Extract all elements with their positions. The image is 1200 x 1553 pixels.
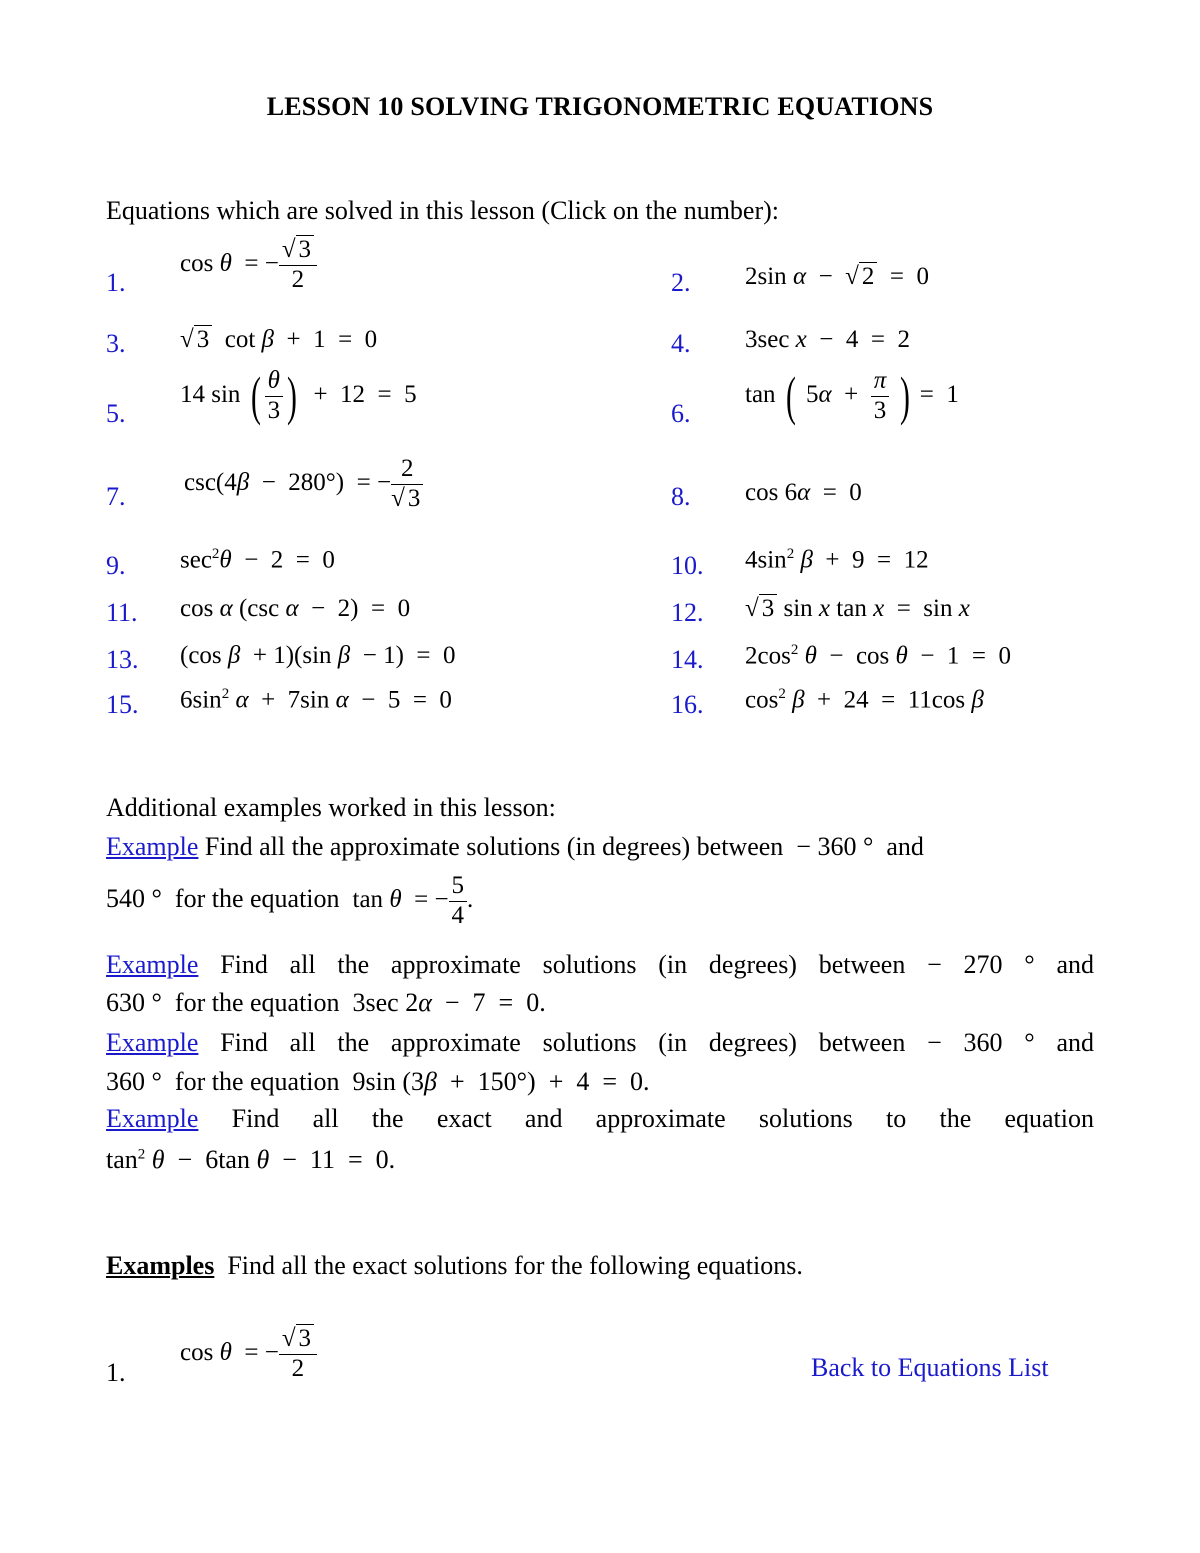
examples-heading: Examples <box>106 1251 215 1280</box>
worked-number: 1. <box>106 1358 126 1387</box>
equation-link-5[interactable]: 5. <box>106 399 126 428</box>
equation-12: √ 3 sin x tan x = sin x <box>745 595 970 622</box>
equation-16: $\cos^2 \beta + 24 = 11\cos$ β <box>745 686 984 714</box>
equation-5: 14 sin ( $\frac{\theta}{3}$ ) + 12 = 5 <box>180 366 417 427</box>
equation-15: $6\sin^2$ α + 7sin α − 5 = 0 <box>180 686 452 714</box>
example-2-for: for the equation <box>174 988 340 1017</box>
example-1-and: and <box>886 832 924 861</box>
example-1-from: − 360 ° <box>796 832 874 861</box>
example-2-from: − 270 ° <box>927 950 1035 979</box>
example-3-line-1 <box>106 1028 1094 1058</box>
example-link-2[interactable]: Example <box>106 950 199 979</box>
example-1-line-2 <box>106 872 473 931</box>
example-2-line-1 <box>106 950 1094 980</box>
equation-9: $\sec^2\theta - 2 = 0$ <box>180 546 335 574</box>
example-3-from: − 360 ° <box>927 1028 1035 1057</box>
example-1-equation: tan θ = − $\frac{5}{4}$ . <box>352 872 474 929</box>
equation-link-9[interactable]: 9. <box>106 551 126 580</box>
example-link-3[interactable]: Example <box>106 1028 199 1057</box>
example-4-line-2 <box>106 1145 395 1175</box>
equation-13: (cos β + 1)(sin β − 1) = 0 <box>180 642 456 669</box>
example-3-text: Find all the approximate solutions (in degrees) between <box>220 1028 906 1057</box>
additional-heading: Additional examples worked in this lesson: <box>106 793 556 822</box>
example-1-text: Find all the approximate solutions (in degrees) between <box>204 832 784 861</box>
example-link-1[interactable]: Example <box>106 832 199 861</box>
equation-2: 2sin α − √ 2 = 0 <box>745 263 929 290</box>
equation-link-12[interactable]: 12. <box>671 598 704 627</box>
example-1-for: for the equation <box>174 883 340 913</box>
equation-link-7[interactable]: 7. <box>106 482 126 511</box>
equation-4: 3sec x − 4 = 2 <box>745 326 910 353</box>
equation-14: $2\cos^2$ θ − cos θ − 1 = 0 <box>745 642 1012 670</box>
examples-section <box>106 1251 803 1281</box>
intro-text: Equations which are solved in this lesson (Click on the number): <box>106 196 779 225</box>
example-3-equation: 9sin (3β + 150°) + 4 = 0. <box>352 1067 650 1096</box>
equation-link-3[interactable]: 3. <box>106 329 126 358</box>
worked-equation: cos θ = − $\frac{√ 3}{2}$ <box>180 1325 317 1384</box>
example-4-equation: $\tan^2 \theta - 6\tan$ θ − 11 = 0. <box>106 1145 396 1174</box>
examples-instruction: Find all the exact solutions for the following equations. <box>227 1251 803 1280</box>
example-3-and: and <box>1056 1028 1095 1057</box>
equation-3: √ 3 cot β + 1 = 0 <box>180 326 378 353</box>
example-4-line-1 <box>106 1104 1094 1134</box>
equation-10: $4\sin^2$ β + 9 = 12 <box>745 546 929 574</box>
equation-link-6[interactable]: 6. <box>671 399 691 428</box>
example-1-line-1 <box>106 832 924 862</box>
equation-7: csc(4β − 280°) = − $\frac{2}{√ 3}$ <box>184 455 423 514</box>
lesson-title: LESSON 10 SOLVING TRIGONOMETRIC EQUATIONS <box>266 92 934 121</box>
example-2-text: Find all the approximate solutions (in degrees) between <box>220 950 906 979</box>
example-2-to: 630 ° <box>106 988 162 1017</box>
example-3-for: for the equation <box>174 1067 340 1096</box>
equation-link-16[interactable]: 16. <box>671 690 704 719</box>
example-1-to: 540 ° <box>106 883 162 913</box>
equation-link-4[interactable]: 4. <box>671 329 691 358</box>
equation-link-1[interactable]: 1. <box>106 268 126 297</box>
example-4-text: Find all the exact and approximate solutions to the equation <box>231 1104 1094 1133</box>
example-3-to: 360 ° <box>106 1067 162 1096</box>
equation-6: tan ( 5α + $\frac{\pi}{3}$ ) = 1 <box>745 366 959 427</box>
equation-link-8[interactable]: 8. <box>671 482 691 511</box>
equation-link-10[interactable]: 10. <box>671 551 704 580</box>
example-link-4[interactable]: Example <box>106 1104 199 1133</box>
equation-link-15[interactable]: 15. <box>106 690 139 719</box>
equation-link-14[interactable]: 14. <box>671 645 704 674</box>
equation-link-13[interactable]: 13. <box>106 645 139 674</box>
equation-1: cos θ = − $\frac{√ 3}{2}$ <box>180 236 317 295</box>
example-3-line-2 <box>106 1067 650 1097</box>
equation-11: cos α (csc α − 2) = 0 <box>180 595 411 622</box>
equation-link-2[interactable]: 2. <box>671 268 691 297</box>
equation-8: cos 6α = 0 <box>745 479 862 506</box>
example-2-equation: 3sec 2α − 7 = 0. <box>352 988 546 1017</box>
example-2-and: and <box>1056 950 1095 979</box>
back-to-list-link[interactable]: Back to Equations List <box>811 1353 1049 1382</box>
equation-link-11[interactable]: 11. <box>106 598 138 627</box>
example-2-line-2 <box>106 988 546 1018</box>
